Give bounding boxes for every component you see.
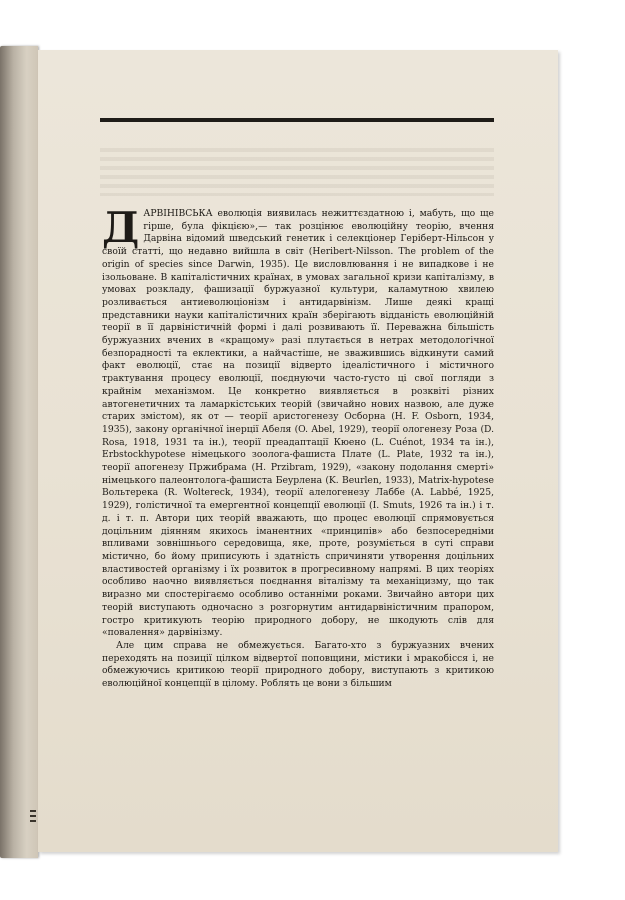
book-page [38, 50, 558, 852]
cover-edge-mark [30, 810, 36, 812]
cover-edge-mark [30, 815, 36, 817]
bleed-through-text [100, 148, 494, 196]
book [0, 46, 562, 858]
drop-cap: Д [102, 203, 140, 252]
paragraph-1 [102, 203, 494, 640]
book-cover-edge [0, 46, 38, 858]
cover-edge-mark [30, 820, 36, 822]
paragraph-1-text: АРВІНІВСЬКА еволюція виявилась нежиттєздатною і, мабуть, що ще гірше, була фікцією»,— так розцінює еволюційну теорію, вчення Дарвіна відомий шведський генетик і селекціонер Геріберт-Нільсон у своїй статті, що недавно вийшла в світ (Heribert-Nilsson. The problem of the origin of species since Darwin, 1935). Це висловлювання і не випадкове і не ізольоване. В капіталістичних країнах, в умовах загальної кризи капіталізму, в умовах розкладу, фашизації буржуазної культури, каламутною хвилею розливається антиеволюціонізм і антидарвінізм. Лише деякі кращі представники науки капіталістичних країн зберігають відданість еволюційній теорії в її дарвіністичній формі і далі розвивають її. Переважна більшість буржуазних вчених в «кращому» разі плутається в нетрах методологічної безпорадності та еклектики, а найчастіше, не зважившись відкинути самий факт еволюції, стає на позиції відверто ідеалістичного і містичного трактування процесу еволюції, поєднуючи часто-густо ці свої погляди з крайнім механізмом. Це конкретно виявляється в розквіті різних автогенетичних та ламаркістських теорій (звичайно нових назвою, але дуже старих змістом), як от — теорії аристогенезу Осборна (H. F. Osborn, 1934, 1935), закону органічної інерції Абеля (O. Abel, 1929), теорії ологенезу Роза (D. Rosa, 1918, 1931 та ін.), теорії преадаптації Кюено (L. Cuénot, 1934 та ін.), Erbstockhypotese німецького зоолога-фашиста Плате (L. Plate, 1932 та ін.), теорії апогенезу Пржибрама (H. Przibram, 1929), «закону подолання смерті» німецького палеонтолога-фашиста Беурлена (K. Beurlen, 1933), Matrix-hypotese Вольтерека (R. Woltereck, 1934), теорії алелогенезу Лаббе (A. Labbé, 1925, 1929), голістичної та емергентної концепції еволюції (I. Smuts, 1926 та ін.) і т. д. і т. п. Автори цих теорій вважають, що процес еволюції спрямовується доцільним діянням якихось іманентних «принципів» або безпосередніми впливами зовнішнього середовища, яке, проте, розуміється в суті справи містично, бо йому приписують і здатність спричиняти утворення доцільних властивостей організму і їх розвиток в прогресивному напрямі. В цих теоріях особливо наочно виявляється поєднання віталізму та механіцизму, що так виразно ми спостерігаємо особливо останніми роками. Звичайно автори цих теорій виступають одночасно з розгорнутим антидарвіністичним прапором, гостро критикують теорію природного добору, не шкодують слів для «повалення» дарвінізму. [102, 208, 494, 639]
body-text [102, 203, 494, 691]
header-rule [100, 118, 494, 122]
paragraph-2: Але цим справа не обмежується. Багато-хто з буржуазних вчених переходять на позиції цілком відвертої поповщини, містики і мракобісся і, не обмежуючись критикою теорії природного добору, виступають з критикою еволюційної концепції в цілому. Роблять це вони з більшим [102, 639, 494, 690]
